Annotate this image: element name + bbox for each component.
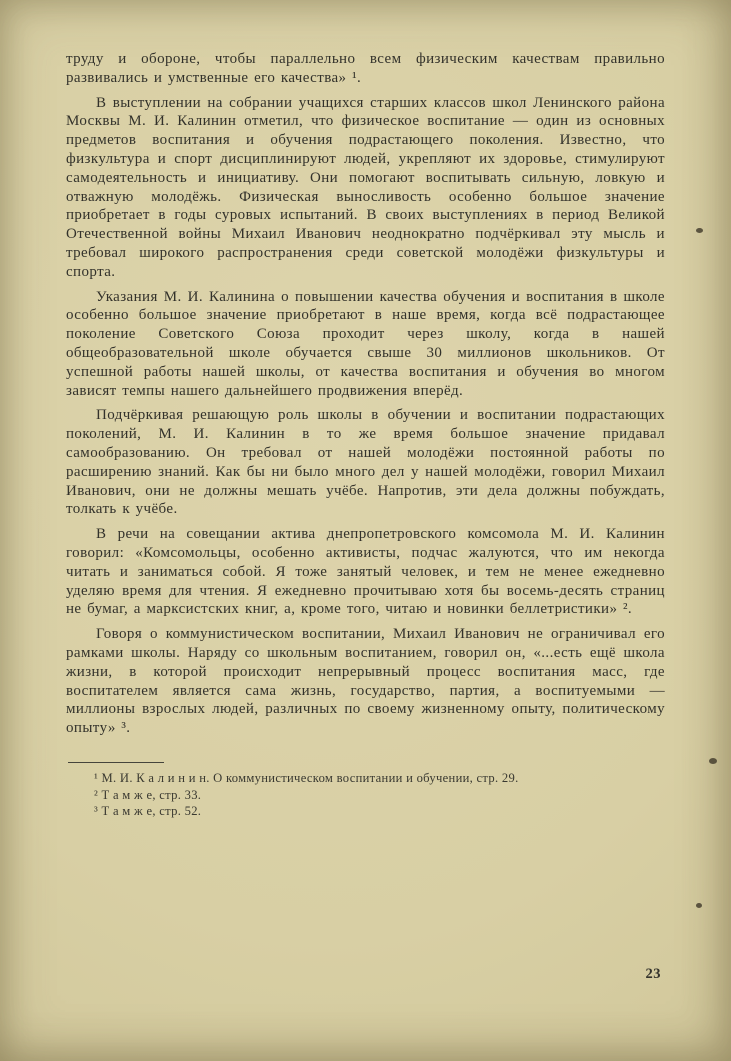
paragraph: В речи на совещании актива днепропетровского комсомола М. И. Калинин говорил: «Комсомольцы, особенно активисты, подчас жалуются, что им некогда читать и заниматься собой. Я тоже занятый человек, и тем не менее ежедневно уделяю время для чтения. Я ежедневно прочитываю хотя бы восемь-десять страниц не бумаг, а марксистских книг, а, кроме того, читаю и новинки беллетристики» ². — [66, 526, 665, 618]
paragraph: В выступлении на собрании учащихся старших классов школ Ленинского района Москвы М. И. Калинин отметил, что физическое воспитание — один из основных предметов воспитания и обучения подрастающего поколения. Известно, что физкультура и спорт дисциплинируют людей, укрепляют их здоровье, стимулируют самодеятельность и инициативу. Они помогают воспитывать сильную, ловкую и отважную молодёжь. Физическая выносливость особенно большое значение приобретает в годы суровых испытаний. В своих выступлениях в период Великой Отечественной войны Михаил Иванович неоднократно подчёркивал эту мысль и требовал широкого распространения среди советской молодёжи физкультуры и спорта. — [66, 94, 665, 280]
footnote: ² Т а м ж е, стр. 33. — [94, 787, 202, 802]
scan-speck — [709, 758, 717, 764]
scan-speck — [696, 228, 703, 233]
paragraph: труду и обороне, чтобы параллельно всем физическим качествам правильно развивались и умственные его качества» ¹. — [66, 51, 665, 86]
page-number: 23 — [645, 966, 661, 982]
footnote: ³ Т а м ж е, стр. 52. — [94, 804, 202, 819]
paragraph: Указания М. И. Калинина о повышении качества обучения и воспитания в школе особенно большое значение приобретают в наше время, когда всё подрастающее поколение Советского Союза проходит через школу, когда в нашей общеобразовательной школе обучается свыше 30 миллионов школьников. От успешной работы нашей школы, от качества воспитания и обучения во многом зависят темпы нашего дальнейшего продвижения вперёд. — [66, 288, 665, 399]
paragraph: Подчёркивая решающую роль школы в обучении и воспитании подрастающих поколений, М. И. Калинин в то же время большое значение придавал самообразованию. Он требовал от нашей молодёжи постоянной работы по расширению знаний. Как бы ни было много дел у нашей молодёжи, говорил Михаил Иванович, они не должны мешать учёбе. Напротив, эти дела должны побуждать, толкать к учёбе. — [66, 407, 665, 518]
paragraph: Говоря о коммунистическом воспитании, Михаил Иванович не ограничивал его рамками школы. Наряду со школьным воспитанием, говорил он, «...есть ещё школа жизни, в которой происходит непрерывный процесс воспитания масс, где воспитателем является сама жизнь, государство, партия, а воспитуемыми — миллионы взрослых людей, различных по своему жизненному опыту, политическому опыту» ³. — [66, 626, 665, 737]
footnote: ¹ М. И. К а л и н и н. О коммунистическом воспитании и обучении, стр. 29. — [94, 770, 519, 785]
footnote-separator — [68, 762, 164, 763]
scan-speck — [696, 903, 702, 908]
page-text-block — [66, 50, 665, 821]
